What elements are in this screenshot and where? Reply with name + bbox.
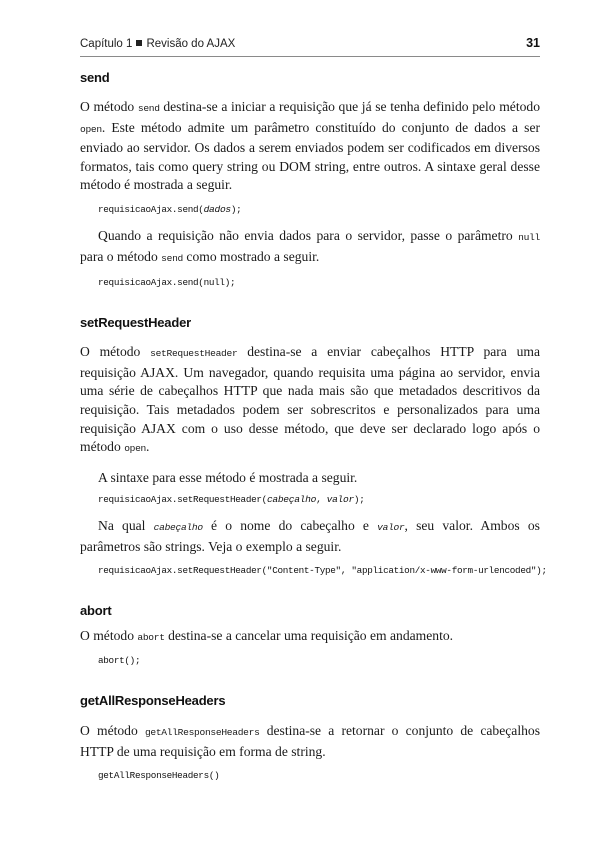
inline-code: send	[161, 252, 184, 264]
inline-code: cabeçalho	[153, 522, 203, 534]
inline-code: getAllResponseHeaders	[144, 727, 260, 739]
page-content	[80, 70, 547, 782]
code-setrequestheader-example: requisicaoAjax.setRequestHeader("Content-Type", "application/x-www-form-urlencoded");	[98, 564, 547, 576]
text: O método	[80, 627, 138, 643]
text: .	[146, 439, 150, 455]
text: Na qual	[98, 518, 154, 534]
inline-code: null	[518, 231, 540, 243]
header-chapter-info	[80, 38, 235, 50]
text: como mostrado a seguir.	[183, 248, 320, 264]
header-chapter: Capítulo 1	[80, 38, 133, 50]
setrequestheader-paragraph-2: A sintaxe para esse método é mostrada a seguir.	[98, 469, 358, 485]
code-text: );	[230, 203, 242, 215]
text: O método	[80, 99, 138, 114]
section-title-getallresponseheaders: getAllResponseHeaders	[80, 693, 226, 709]
code-text: requisicaoAjax.send(	[98, 203, 204, 215]
code-send-syntax	[98, 204, 540, 215]
code-getallresponseheaders: getAllResponseHeaders()	[98, 770, 220, 782]
text: , seu valor. Ambos os parâmetros são strings. Veja o exemplo a seguir.	[80, 518, 540, 554]
setrequestheader-paragraph-1	[80, 343, 540, 459]
section-title-abort: abort	[80, 602, 112, 618]
setrequestheader-paragraph-3	[80, 517, 540, 556]
section-title-setrequestheader: setRequestHeader	[80, 315, 191, 331]
text: destina-se a enviar cabeçalhos HTTP para uma requisição AJAX. Um navegador, quando requisita uma página ao servidor, envia uma série de cabeçalhos HTTP que nada mais são que metadados descritivos da requisição. Tais metadados podem ser sobrescritos e personalizados para uma requisição AJAX com o uso desse método, que deve ser declarado logo após o método	[80, 344, 540, 455]
page-number: 31	[526, 36, 540, 50]
text: destina-se a iniciar a requisição que já se tenha definido pelo método	[159, 99, 541, 114]
text: para o método	[80, 248, 162, 264]
code-send-null: requisicaoAjax.send(null);	[98, 277, 236, 289]
text: destina-se a cancelar uma requisição em andamento.	[164, 627, 454, 643]
code-text: );	[353, 494, 365, 506]
code-text: requisicaoAjax.setRequestHeader(	[98, 494, 267, 506]
inline-code: valor	[377, 522, 405, 534]
text: O método	[80, 723, 145, 739]
inline-code: abort	[137, 631, 165, 643]
code-text: ,	[316, 494, 327, 506]
inline-code: open	[124, 443, 147, 455]
code-setrequestheader-syntax	[98, 494, 540, 505]
send-paragraph-1	[80, 98, 540, 195]
text: . Este método admite um parâmetro constituído do conjunto de dados a ser enviado ao servidor. Os dados a serem enviados podem ser codificados em diversos formatos, tais como query string ou DOM string, entre outros. A sintaxe geral desse método é mostrada a seguir.	[80, 119, 540, 193]
header-chapter-title: Revisão do AJAX	[146, 38, 236, 50]
inline-code: send	[137, 103, 160, 114]
text: O método	[80, 344, 151, 360]
code-argument: cabeçalho	[266, 494, 317, 506]
abort-paragraph-1	[80, 627, 540, 648]
code-argument: valor	[326, 494, 354, 506]
text: destina-se a retornar o conjunto de cabeçalhos HTTP de uma requisição em forma de string.	[80, 723, 540, 759]
code-abort: abort();	[98, 655, 141, 667]
running-header	[80, 36, 540, 57]
getallresponseheaders-paragraph-1	[80, 722, 540, 761]
text: é o nome do cabeçalho e	[202, 518, 378, 534]
inline-code: setRequestHeader	[150, 348, 238, 360]
code-argument: dados	[203, 203, 231, 215]
square-bullet-icon	[136, 40, 142, 46]
inline-code: open	[80, 123, 102, 135]
text: Quando a requisição não envia dados para o servidor, passe o parâmetro	[98, 227, 519, 243]
section-title-send: send	[80, 70, 110, 85]
send-paragraph-2	[80, 227, 540, 268]
